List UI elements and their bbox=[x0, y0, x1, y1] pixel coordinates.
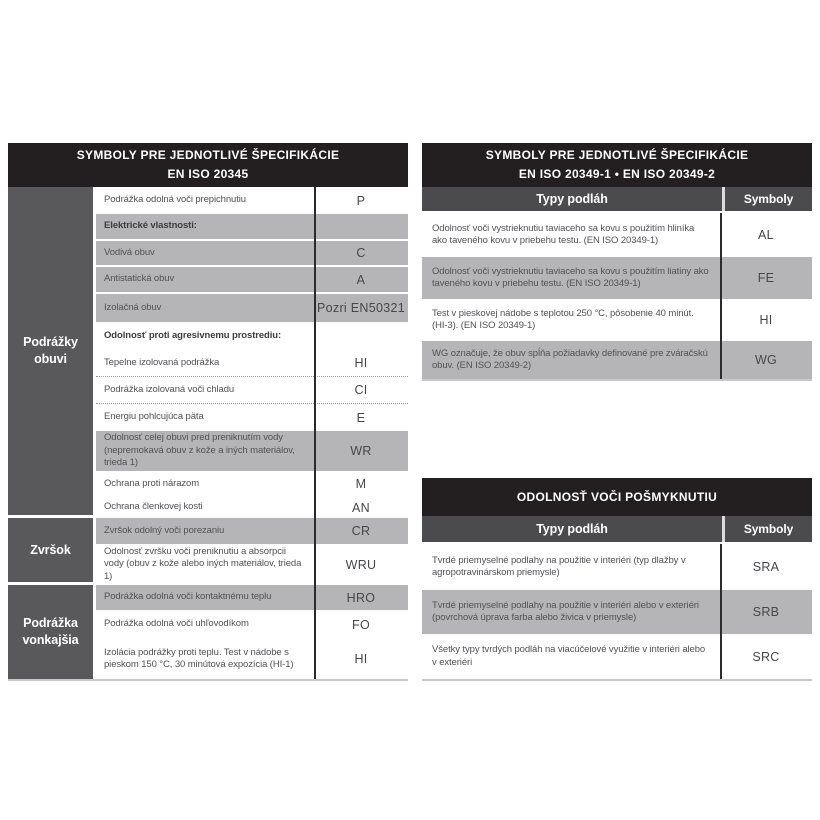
left-table-sidebar bbox=[8, 187, 93, 679]
row-symbol: CI bbox=[354, 383, 368, 397]
table-row bbox=[96, 214, 408, 241]
row-symbol: HI bbox=[759, 313, 773, 327]
table-row bbox=[422, 213, 812, 257]
left-table-body bbox=[8, 187, 408, 681]
column-header-typy-podlah: Typy podláh bbox=[536, 522, 608, 536]
section-label-podrazky-obuvi: Podrážky obuvi bbox=[8, 187, 93, 518]
row-description: Odolnosť celej obuvi pred preniknutím vody (nepremokavá obuv z kože a iných materiálov, trieda 1) bbox=[104, 432, 295, 469]
left-table-rows bbox=[96, 187, 408, 679]
row-description: Odolnosť proti agresivnemu prostrediu: bbox=[104, 329, 282, 341]
row-description: Tvrdé priemyselné podlahy na použitie v interiéri (typ dlažby v agropotravinárskom priemysle) bbox=[432, 554, 686, 578]
row-description: Elektrické vlastnosti: bbox=[104, 220, 197, 232]
row-description: WG označuje, že obuv spĺňa požiadavky definované pre zváračskú obuv. (EN ISO 20349-2) bbox=[432, 347, 708, 371]
row-symbol: FO bbox=[352, 617, 370, 632]
right-table1-title-line2: EN ISO 20349-1 • EN ISO 20349-2 bbox=[518, 167, 716, 181]
right-table1-column-header bbox=[422, 187, 812, 213]
row-symbol: E bbox=[356, 410, 366, 425]
row-description: Izolácia podrážky proti teplu. Test v nádobe s pieskom 150 °C, 30 minútová expozícia (HI-1) bbox=[104, 646, 294, 670]
row-description: Tepelne izolovaná podrážka bbox=[104, 356, 220, 368]
table-row bbox=[422, 544, 812, 590]
row-symbol bbox=[314, 214, 408, 239]
row-symbol: SRB bbox=[752, 605, 780, 619]
row-description: Vodivá obuv bbox=[104, 246, 155, 258]
right-table2-title-text: ODOLNOSŤ VOČI POŠMYKNUTIU bbox=[516, 489, 718, 504]
row-description: Tvrdé priemyselné podlahy na použitie v interiéri alebo v exteriéri (povrchová úprava farba alebo živica v priemysle) bbox=[432, 599, 699, 623]
row-symbol: AN bbox=[352, 500, 370, 515]
row-symbol: P bbox=[356, 193, 366, 208]
row-description: Podrážka odolná voči prepichnutiu bbox=[104, 194, 246, 206]
table-row bbox=[422, 590, 812, 634]
row-symbol: HRO bbox=[346, 590, 376, 605]
row-symbol: A bbox=[356, 272, 366, 287]
table-row bbox=[96, 471, 408, 497]
table-row bbox=[96, 241, 408, 267]
table-en-iso-20349 bbox=[422, 143, 812, 381]
column-header-symboly: Symboly bbox=[722, 516, 812, 542]
table-row bbox=[422, 299, 812, 341]
table-row bbox=[96, 404, 408, 431]
row-description: Zvršok odolný voči porezaniu bbox=[104, 524, 225, 536]
row-description: Energiu pohlcujúca päta bbox=[104, 411, 204, 423]
row-symbol: WRU bbox=[345, 557, 377, 572]
table-en-iso-20345 bbox=[8, 143, 408, 681]
table-row bbox=[422, 634, 812, 679]
row-symbol: WR bbox=[350, 444, 372, 458]
column-header-typy-podlah: Typy podláh bbox=[536, 192, 608, 206]
row-symbol: C bbox=[356, 246, 366, 260]
row-symbol: SRC bbox=[752, 649, 780, 664]
section-label-zvrsok: Zvršok bbox=[8, 518, 93, 585]
row-symbol: CR bbox=[351, 524, 371, 538]
table-row bbox=[96, 187, 408, 214]
row-description: Ochrana proti nárazom bbox=[104, 477, 200, 489]
table-row bbox=[422, 341, 812, 379]
table-row bbox=[96, 544, 408, 585]
row-description: Podrážka izolovaná voči chladu bbox=[104, 383, 235, 395]
table-row bbox=[96, 294, 408, 322]
row-description: Všetky typy tvrdých podláh na viacúčelové využitie v interiéri alebo v exteriéri bbox=[432, 644, 706, 668]
right-table2-column-header bbox=[422, 516, 812, 544]
right-table1-rows bbox=[422, 213, 812, 379]
row-description: Podrážka odolná voči kontaktnému teplu bbox=[104, 591, 272, 603]
row-description: Ochrana členkovej kosti bbox=[104, 501, 203, 513]
table-row bbox=[96, 585, 408, 610]
row-description: Odolnosť voči vystrieknutiu taviaceho sa kovu s použitím liatiny ako taveného kovu v priebehu testu. (EN ISO 20349-1) bbox=[432, 265, 709, 289]
right-table2-title bbox=[422, 478, 812, 516]
right-table1-title-line1: SYMBOLY PRE JEDNOTLIVÉ ŠPECIFIKÁCIE bbox=[485, 148, 749, 163]
row-description: Odolnosť voči vystrieknutiu taviaceho sa kovu s použitím hliníka ako taveného kovu v priebehu testu. (EN ISO 20349-1) bbox=[432, 222, 695, 246]
table-row bbox=[96, 497, 408, 518]
right-table1-title bbox=[422, 143, 812, 187]
row-symbol: HI bbox=[354, 356, 368, 370]
row-description: Test v pieskovej nádobe s teplotou 250 °C, pôsobenie 40 minút. (HI-3). (EN ISO 20349-1) bbox=[432, 307, 694, 331]
row-symbol: FE bbox=[757, 271, 775, 285]
table-row bbox=[96, 350, 408, 377]
table-row bbox=[96, 610, 408, 639]
row-symbol bbox=[314, 322, 408, 350]
right-table2-body bbox=[422, 544, 812, 681]
row-description: Odolnosť zvršku voči preniknutiu a absorpcii vody (obuv z kože alebo iných materiálov, trieda 1) bbox=[104, 545, 302, 582]
row-symbol: SRA bbox=[752, 560, 780, 574]
table-row bbox=[96, 267, 408, 294]
row-description: Podrážka odolná voči uhľovodíkom bbox=[104, 618, 249, 630]
row-symbol: Pozri EN50321 bbox=[317, 301, 405, 315]
table-row bbox=[96, 322, 408, 350]
row-symbol: WG bbox=[754, 353, 778, 367]
table-row bbox=[96, 518, 408, 544]
left-table-title bbox=[8, 143, 408, 187]
left-table-title-line2: EN ISO 20345 bbox=[167, 167, 249, 181]
row-description: Antistatická obuv bbox=[104, 273, 175, 285]
row-symbol: M bbox=[355, 477, 367, 491]
row-symbol: HI bbox=[354, 652, 368, 666]
table-row bbox=[96, 639, 408, 679]
column-header-symboly: Symboly bbox=[722, 187, 812, 211]
table-row bbox=[96, 431, 408, 471]
section-label-podrazka-vonkajsia: Podrážka vonkajšia bbox=[8, 585, 93, 679]
right-table2-rows bbox=[422, 544, 812, 679]
row-symbol: AL bbox=[758, 228, 774, 242]
left-table-title-line1: SYMBOLY PRE JEDNOTLIVÉ ŠPECIFIKÁCIE bbox=[76, 148, 340, 163]
table-row bbox=[422, 257, 812, 299]
right-table1-body bbox=[422, 213, 812, 381]
table-odolnost-voci-posmyknutiu bbox=[422, 478, 812, 681]
table-row bbox=[96, 377, 408, 404]
row-description: Izolačná obuv bbox=[104, 301, 162, 313]
